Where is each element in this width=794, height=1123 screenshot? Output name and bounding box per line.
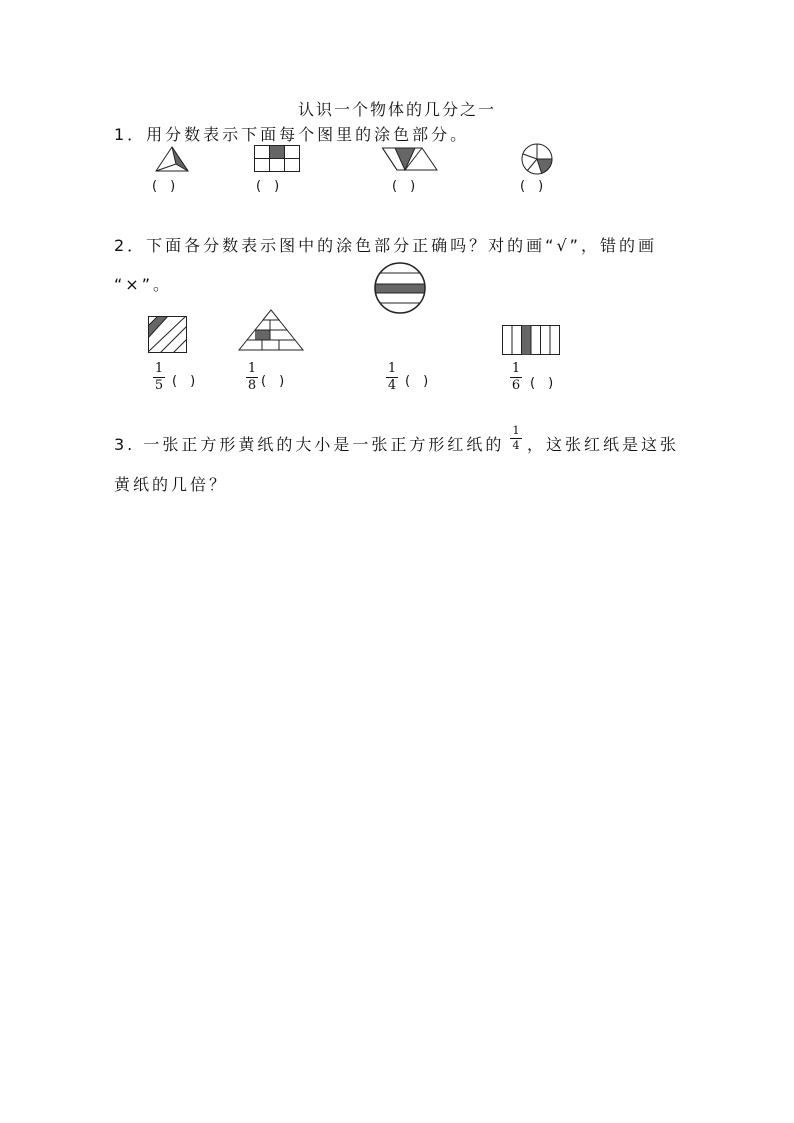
q2-blank-4[interactable]: ( ) bbox=[530, 376, 554, 391]
q1-triangle-figure bbox=[155, 146, 189, 172]
q2-fraction-4-numerator: 1 bbox=[511, 361, 521, 376]
q1-blank-4[interactable]: ( ) bbox=[520, 179, 544, 194]
q2-fraction-3-denominator: 4 bbox=[387, 378, 397, 393]
question-3-text-pre: 3. 一张正方形黄纸的大小是一张正方形红纸的 bbox=[114, 435, 505, 454]
q2-blank-3[interactable]: ( ) bbox=[405, 374, 429, 389]
q2-triangle-figure bbox=[238, 309, 304, 351]
q2-fraction-1 bbox=[153, 362, 165, 393]
q2-circle-figure bbox=[373, 262, 429, 314]
q3-fraction-denominator: 4 bbox=[512, 439, 520, 452]
q2-fraction-1-numerator: 1 bbox=[154, 361, 164, 376]
q2-blank-1[interactable]: ( ) bbox=[172, 374, 196, 389]
question-3-text-line2: 黄纸的几倍？ bbox=[114, 475, 229, 494]
q1-blank-3[interactable]: ( ) bbox=[392, 179, 416, 194]
q1-grid-figure bbox=[254, 145, 302, 173]
q1-triangles-figure bbox=[382, 147, 438, 171]
q3-fraction-numerator: 1 bbox=[512, 424, 520, 437]
q2-fraction-4-denominator: 6 bbox=[511, 378, 521, 393]
q2-fraction-2 bbox=[246, 362, 258, 393]
q2-square-figure bbox=[148, 316, 188, 354]
q2-fraction-3 bbox=[386, 362, 398, 393]
q2-blank-2[interactable]: ( ) bbox=[261, 374, 285, 389]
question-1-text: 1．用分数表示下面每个图里的涂色部分。 bbox=[114, 125, 470, 144]
q2-fraction-2-numerator: 1 bbox=[247, 361, 257, 376]
q2-fraction-3-numerator: 1 bbox=[387, 361, 397, 376]
q2-fraction-1-denominator: 5 bbox=[154, 378, 164, 393]
q1-circle-figure bbox=[521, 143, 555, 175]
question-2-text-line2: “×”。 bbox=[114, 275, 172, 294]
q2-fraction-2-denominator: 8 bbox=[247, 378, 257, 393]
question-3-text-post: ，这张红纸是这张 bbox=[527, 435, 680, 454]
q2-rectangle-figure bbox=[502, 325, 562, 357]
q1-blank-1[interactable]: ( ) bbox=[152, 179, 176, 194]
question-2-text-line1: 2．下面各分数表示图中的涂色部分正确吗？对的画“√”，错的画 bbox=[114, 236, 657, 255]
q1-blank-2[interactable]: ( ) bbox=[256, 179, 280, 194]
q3-fraction bbox=[510, 425, 522, 452]
q2-fraction-4 bbox=[510, 362, 522, 393]
page-title: 认识一个物体的几分之一 bbox=[297, 100, 496, 119]
